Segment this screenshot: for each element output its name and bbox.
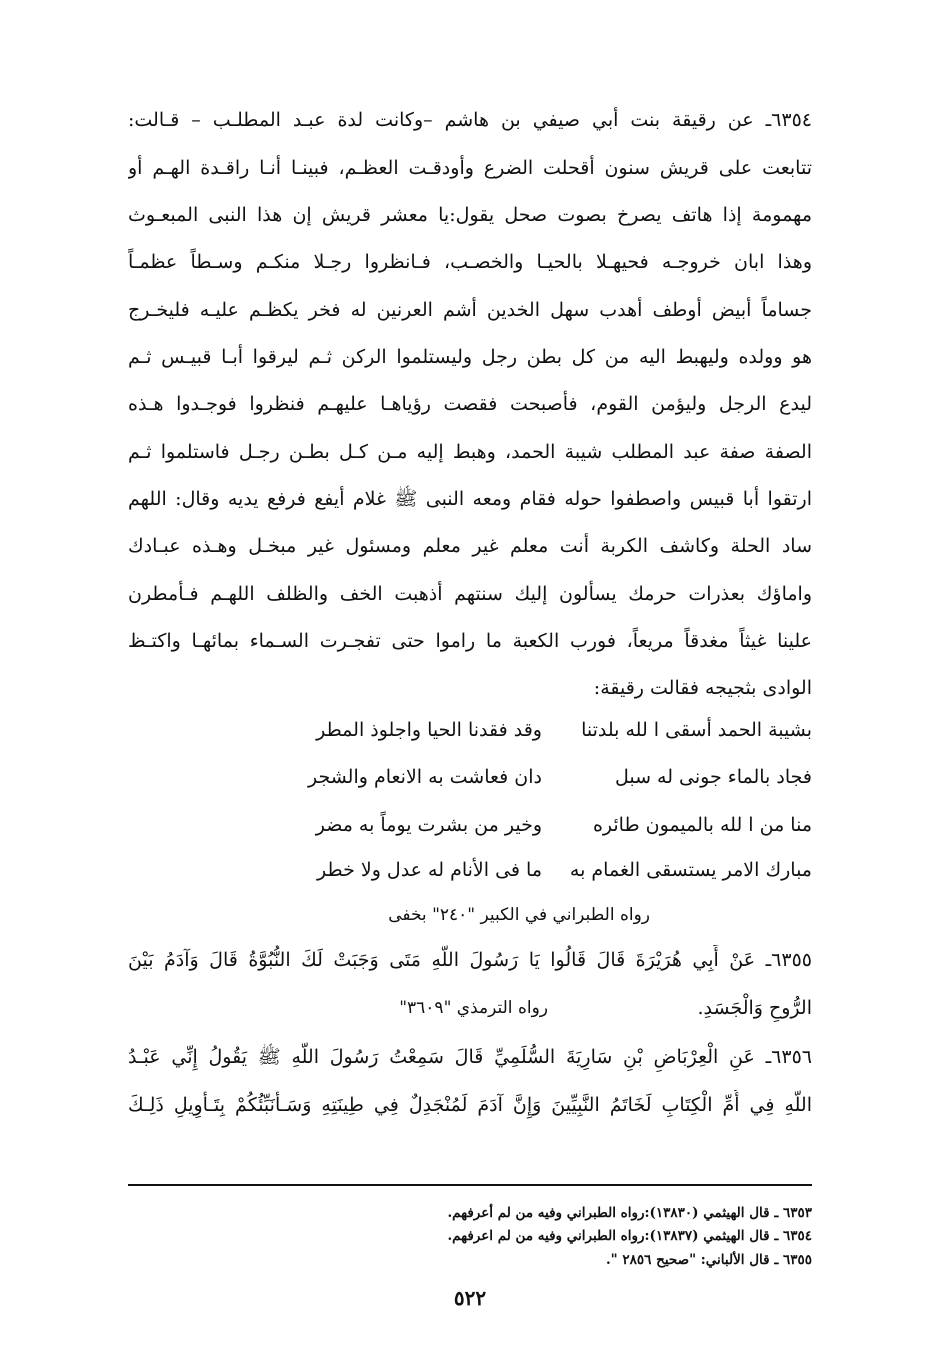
hadith-6354-line: جساماً أبيض أوطف أهدب سهل الخدين أشم العرنين له فخر يكظـم عليـه فليخـرج: [128, 299, 812, 321]
hadith-6356-line: اللَّهِ فِي أُمِّ الْكِتَابِ لَخَاتَمُ النَّبِيِّينَ وَإِنَّ آدَمَ لَمُنْجَدِلٌ فِي طِينَتِهِ وَسَـأُنَبِّئُكُمْ بِتَـأْوِيلِ ذَلِـكَ: [128, 1094, 812, 1116]
hadith-6354-line: ليدع الرجل وليؤمن القوم، فأصبحت فقصت رؤياهـا عليهـم فنظروا فوجـدوا هـذه: [128, 393, 812, 415]
hadith-6356-line: ٦٣٥٦ـ عَنِ الْعِرْبَاضِ بْنِ سَارِيَةَ السُّلَمِيِّ قَالَ سَمِعْتُ رَسُولَ اللَّهِ ﷺ يَقُولُ إِنِّي عَبْـدُ: [128, 1046, 812, 1068]
hadith-6354-line: الوادى بثجيجه فقالت رقيقة:: [593, 677, 812, 699]
hadith-6354-line: واماؤك بعذرات حرمك يسألون إليك سنتهم أذهبت الخف والظلف اللهـم فـأمطرن: [128, 583, 812, 605]
hadith-6354-line: ٦٣٥٤ـ عن رقيقة بنت أبي صيفي بن هاشم –وكانت لدة عبـد المطلـب – قـالت:: [128, 109, 812, 131]
poem-verse: [128, 855, 812, 885]
poem-hemistich-second: وقد فقدنا الحيا واجلوذ المطر: [316, 719, 542, 741]
poem-hemistich-first: مبارك الامر يستسقى الغمام به: [569, 859, 812, 881]
hadith-6354-line: تتابعت على قريش سنون أقحلت الضرع وأودقـت العظـم، فبينـا أنـا راقـدة الهـم أو: [128, 157, 812, 179]
hadith-6354-line: علينا غيثاً مغدقاً مريعاً، فورب الكعبة ما راموا حتى تفجـرت السـماء بمائهـا واكتـظ: [128, 630, 812, 652]
poem-hemistich-second: ما فى الأنام له عدل ولا خطر: [317, 859, 542, 881]
poem-hemistich-first: بشيبة الحمد أسقى ا لله بلدتنا: [581, 719, 812, 741]
footnote: ٦٣٥٥ ـ قال الألباني: "صحيح ٢٨٥٦ ".: [605, 1252, 812, 1268]
poem-hemistich-second: دان فعاشت به الانعام والشجر: [307, 766, 542, 788]
poem-verse: [128, 762, 812, 792]
footnote-separator: [128, 1184, 812, 1186]
hadith-6354-line: هو وولده وليهبط اليه من كل بطن رجل وليستلموا الركن ثـم ليرقوا أبـا قبيـس ثـم: [128, 346, 812, 368]
page-number: ٥٢٢: [453, 1286, 487, 1310]
hadith-6354-source: رواه الطبراني في الكبير "٢٤٠" بخفى: [388, 905, 650, 925]
hadith-6354-line: ارتقوا أبا قبيس واصطفوا حوله فقام ومعه النبى ﷺ غلام أيفع فرفع يديه وقال: اللهم: [128, 488, 812, 510]
hadith-6355-source: رواه الترمذي "٣٦٠٩": [399, 998, 548, 1018]
poem-hemistich-second: وخير من بشرت يوماً به مضر: [315, 814, 542, 836]
poem-verse: [128, 810, 812, 840]
footnote: ٦٣٥٤ ـ قال الهيثمي (١٣٨٣٧):رواه الطبراني وفيه من لم اعرفهم.: [447, 1228, 812, 1244]
hadith-6355-line: الرُّوحِ وَالْجَسَدِ.: [697, 997, 812, 1019]
hadith-6354-line: مهمومة إذا هاتف يصرخ بصوت صحل يقول:يا معشر قريش إن هذا النبى المبعـوث: [128, 204, 812, 226]
hadith-6354-line: الصفة صفة عبد المطلب شيبة الحمد، وهبط إليه مـن كـل بطـن رجـل فاستلموا ثـم: [128, 441, 812, 463]
footnote: ٦٣٥٣ ـ قال الهيثمي (١٣٨٣٠):رواه الطبراني وفيه من لم أعرفهم.: [447, 1205, 812, 1221]
poem-hemistich-first: فجاد بالماء جونى له سبل: [614, 766, 812, 788]
hadith-6355-line: ٦٣٥٥ـ عَنْ أَبِي هُرَيْرَةَ قَالَ قَالُوا يَا رَسُولَ اللَّهِ مَتَى وَجَبَتْ لَكَ النُّبُوَّةُ قَالَ وَآدَمُ بَيْنَ: [128, 949, 812, 971]
hadith-6354-line: وهذا ابان خروجـه فحيهـلا بالحيـا والخصـب، فـانظروا رجـلا منكـم وسـطاً عظمـاً: [128, 251, 812, 273]
hadith-6354-line: ساد الحلة وكاشف الكربة أنت معلم غير معلم ومسئول غير مبخـل وهـذه عبـادك: [128, 535, 812, 557]
poem-verse: [128, 715, 812, 745]
poem-hemistich-first: منا من ا لله بالميمون طائره: [592, 814, 812, 836]
